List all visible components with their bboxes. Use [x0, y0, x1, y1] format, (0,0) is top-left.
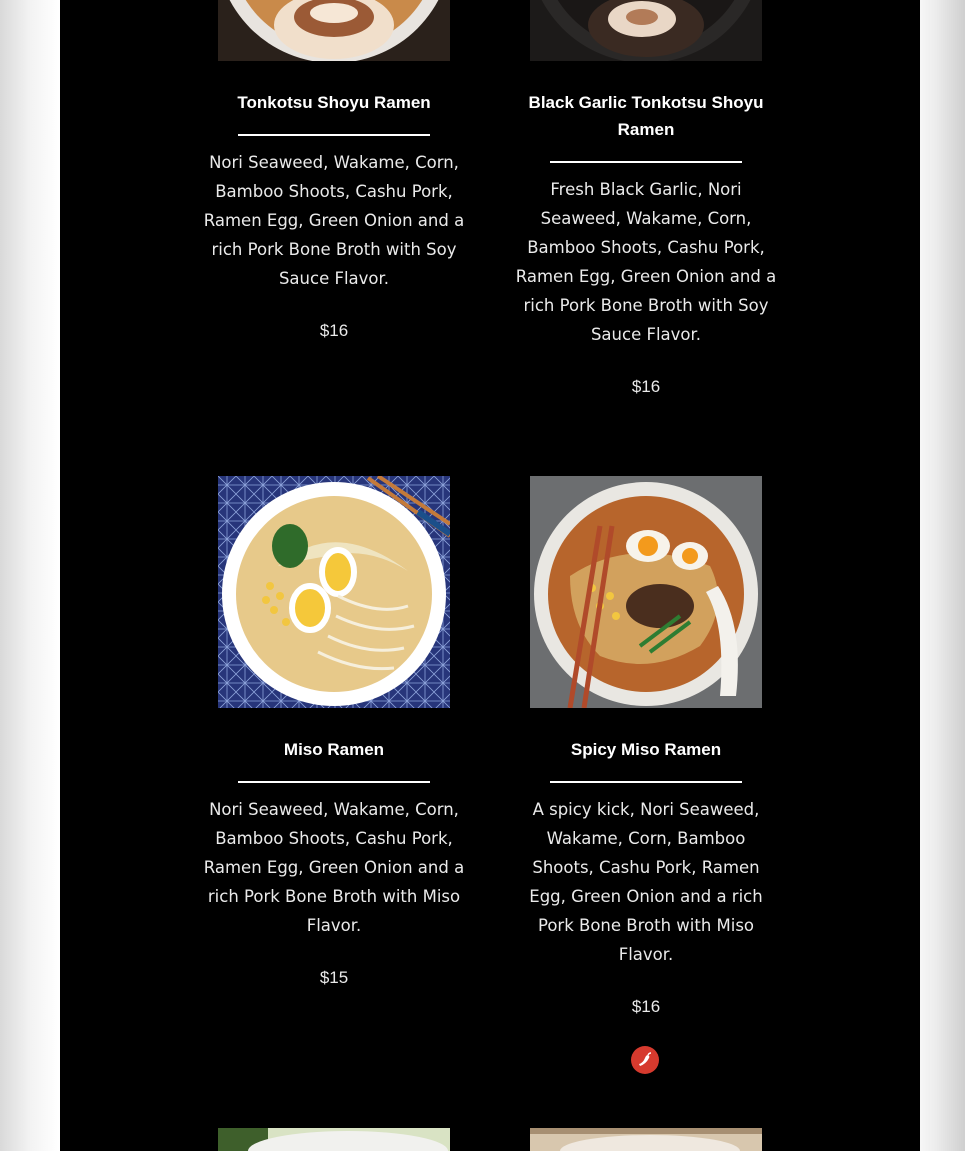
ramen-bowl-photo[interactable] — [218, 476, 450, 708]
menu-item-title: Black Garlic Tonkotsu Shoyu Ramen — [528, 93, 764, 139]
menu-item-description: Nori Seaweed, Wakame, Corn, Bamboo Shoots, Cashu Pork, Ramen Egg, Green Onion and a rich Pork Bone Broth with Miso Flavor. — [203, 800, 465, 935]
title-divider — [550, 781, 742, 783]
menu-item-description: A spicy kick, Nori Seaweed, Wakame, Corn, Bamboo Shoots, Cashu Pork, Ramen Egg, Green Onion and a rich Pork Bone Broth with Miso Flavor. — [529, 800, 763, 964]
title-divider — [550, 161, 742, 163]
menu-item-price: $16 — [631, 997, 661, 1016]
ramen-bowl-photo[interactable] — [530, 1128, 762, 1151]
menu-item-title: Spicy Miso Ramen — [570, 740, 722, 759]
title-divider — [238, 781, 430, 783]
menu-item-price: $16 — [319, 321, 349, 340]
menu-item-price: $16 — [631, 377, 661, 396]
menu-item-title: Miso Ramen — [283, 740, 385, 759]
menu-item-price: $15 — [319, 968, 349, 987]
ramen-bowl-photo[interactable] — [218, 1128, 450, 1151]
menu-panel — [60, 0, 920, 1151]
menu-item-description: Fresh Black Garlic, Nori Seaweed, Wakame, Corn, Bamboo Shoots, Cashu Pork, Ramen Egg, Green Onion and a rich Pork Bone Broth with Soy Sauce Flavor. — [515, 180, 777, 344]
ramen-bowl-photo[interactable] — [530, 476, 762, 708]
ramen-bowl-photo[interactable] — [530, 0, 762, 61]
chili-pepper-icon — [631, 1046, 659, 1074]
menu-item-description: Nori Seaweed, Wakame, Corn, Bamboo Shoots, Cashu Pork, Ramen Egg, Green Onion and a rich Pork Bone Broth with Soy Sauce Flavor. — [203, 153, 465, 288]
ramen-bowl-photo[interactable] — [218, 0, 450, 61]
title-divider — [238, 134, 430, 136]
menu-item-title: Tonkotsu Shoyu Ramen — [237, 93, 431, 112]
